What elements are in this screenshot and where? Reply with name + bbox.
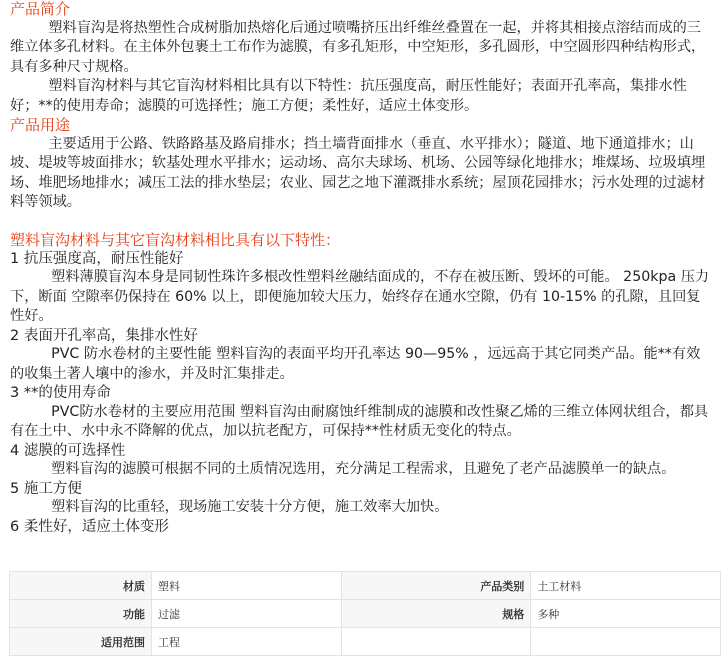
feature-item-2	[10, 327, 711, 385]
intro-paragraph-2: 塑料盲沟材料与其它盲沟材料相比具有以下特性：抗压强度高，耐压性能好；表面开孔率高，集排水性好；**的使用寿命；滤膜的可选择性；施工方便；柔性好，适应土体变形。	[10, 78, 687, 114]
table-row	[10, 600, 721, 628]
intro-paragraph-1: 塑料盲沟是将热塑性合成树脂加热熔化后通过喷嘴挤压出纤维丝叠置在一起，并将其相接点溶结而成的三维立体多孔材料。在主体外包裹土工布作为滤膜，有多孔矩形，中空矩形，多孔圆形，中空圆形四种结构形式，具有多种尺寸规格。	[10, 20, 706, 75]
feature-title: 6 柔性好，适应土体变形	[10, 518, 169, 535]
usage-heading: 产品用途	[10, 116, 71, 135]
material-label: 材质	[10, 572, 152, 600]
empty-cell	[341, 628, 531, 656]
feature-title: 3 **的使用寿命	[10, 385, 111, 402]
feature-title: 5 施工方便	[10, 480, 82, 497]
function-label: 功能	[10, 600, 152, 628]
feature-title: 2 表面开孔率高，集排水性好	[10, 327, 198, 344]
scope-label: 适用范围	[10, 628, 152, 656]
feature-title: 4 滤膜的可选择性	[10, 442, 126, 459]
function-value: 过滤	[151, 600, 341, 628]
features-heading: 塑料盲沟材料与其它盲沟材料相比具有以下特性：	[10, 230, 341, 249]
category-label: 产品类别	[341, 572, 531, 600]
feature-item-5	[10, 480, 711, 518]
feature-item-6	[10, 518, 711, 537]
scope-value: 工程	[151, 628, 341, 656]
spec-table	[9, 571, 721, 656]
feature-title: 1 抗压强度高，耐压性能好	[10, 250, 184, 267]
material-value: 塑料	[151, 572, 341, 600]
category-value: 土工材料	[531, 572, 721, 600]
feature-item-4	[10, 442, 711, 480]
feature-body: 塑料盲沟的滤膜可根据不同的土质情况选用，充分满足工程需求，且避免了老产品滤膜单一的缺点。	[51, 461, 676, 478]
feature-body: PVC防水卷材的主要应用范围 塑料盲沟由耐腐蚀纤维制成的滤膜和改性聚乙烯的三维立体网状组合，都具有在土中、水中永不降解的优点，加以抗老配方，可保持**性材质无变化的特点。	[10, 403, 709, 440]
spec-value: 多种	[531, 600, 721, 628]
feature-item-1	[10, 250, 711, 327]
usage-paragraph: 主要适用于公路、铁路路基及路肩排水；挡土墙背面排水（垂直、水平排水）；隧道、地下通道排水；山坡、堤坡等坡面排水；软基处理水平排水；运动场、高尔夫球场、机场、公园等绿化地排水；堆煤场、垃圾填埋场、堆肥场地排水；减压工法的排水垫层；农业、园艺之地下灌溉排水系统；屋顶花园排水；污水处理的过滤材料等领域。	[10, 136, 706, 211]
feature-item-3	[10, 384, 711, 442]
spec-label: 规格	[341, 600, 531, 628]
table-row	[10, 572, 721, 600]
table-row	[10, 628, 721, 656]
intro-heading: 产品简介	[10, 0, 71, 18]
feature-body: PVC 防水卷材的主要性能 塑料盲沟的表面平均开孔率达 90—95% ，远远高于其它同类产品。能**有效的收集土著人壤中的渗水，并及时汇集排走。	[10, 346, 701, 382]
feature-body: 塑料盲沟的比重轻，现场施工安装十分方便，施工效率大加快。	[51, 499, 449, 516]
feature-body: 塑料薄膜盲沟本身是同韧性珠许多根改性塑料丝融结面成的，不存在被压断、毁坏的可能。 250kpa 压力下，断面 空隙率仍保持在 60% 以上，即便施加较大压力，始终存在通水空隙，仍有 10-15% 的孔隙，且回复性好。	[10, 269, 710, 325]
empty-cell	[531, 628, 721, 656]
